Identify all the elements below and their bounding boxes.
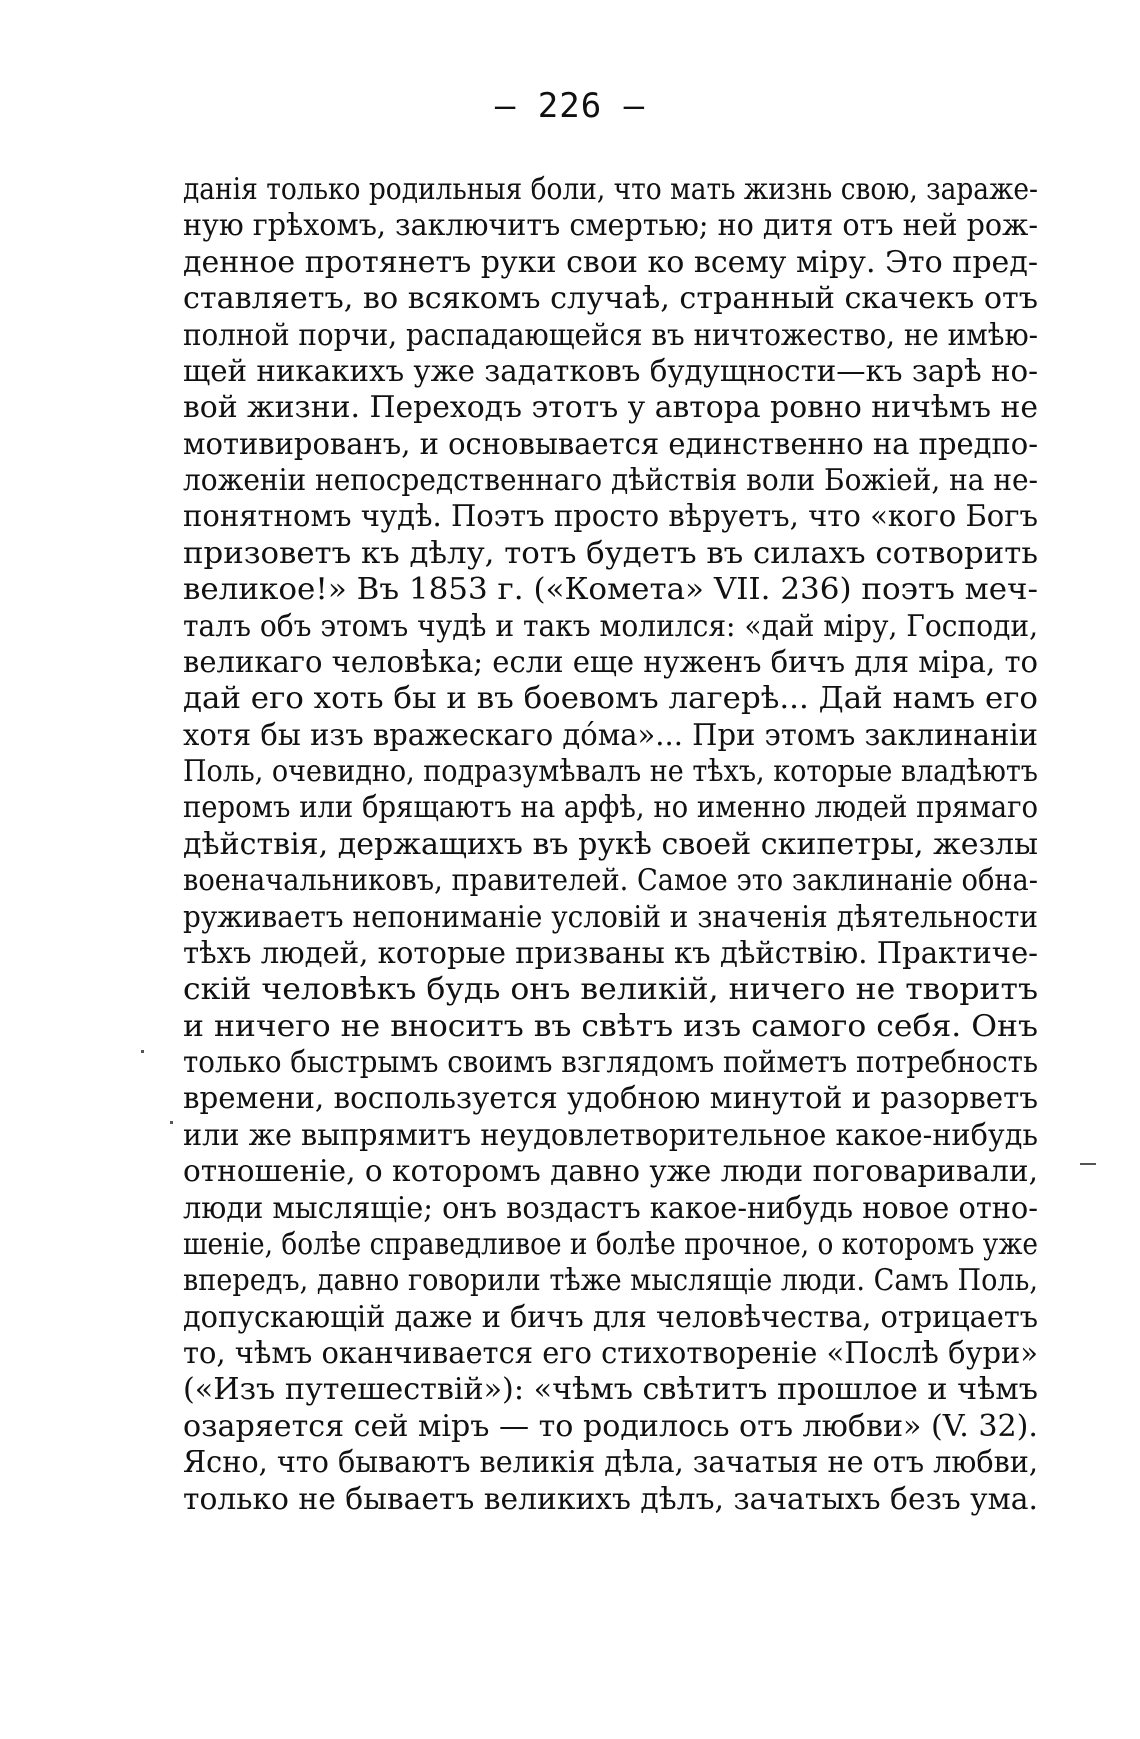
text-line: люди мыслящіе; онъ воздастъ какое-нибудь новое отно-: [183, 1190, 1038, 1226]
text-line: военачальниковъ, правителей. Самое это заклинаніе обна-: [183, 863, 1038, 899]
text-line: ставляетъ, во всякомъ случаѣ, странный скачекъ отъ: [183, 281, 1038, 317]
text-line: или же выпрямитъ неудовлетворительное какое-нибудь: [183, 1117, 1038, 1153]
text-line: Поль, очевидно, подразумѣвалъ не тѣхъ, которые владѣютъ: [183, 754, 1038, 789]
text-line: впередъ, давно говорили тѣже мыслящіе люди. Самъ Поль,: [183, 1263, 1038, 1299]
text-line: скій человѣкъ будь онъ великій, ничего не творитъ: [183, 972, 1038, 1008]
text-line: денное протянетъ руки свои ко всему міру. Это пред-: [183, 244, 1038, 280]
text-line: Ясно, что бываютъ великія дѣла, зачатыя не отъ любви,: [183, 1445, 1038, 1481]
text-line: ложеніи непосредственнаго дѣйствія воли Божіей, на не-: [183, 463, 1038, 498]
text-line: отношеніе, о которомъ давно уже люди поговаривали,: [183, 1154, 1038, 1190]
text-line: великое!» Въ 1853 г. («Комета» VII. 236) поэтъ меч-: [183, 572, 1038, 608]
text-line: допускающій даже и бичъ для человѣчества, отрицаетъ: [183, 1299, 1038, 1335]
text-line: и ничего не вноситъ въ свѣтъ изъ самого себя. Онъ: [183, 1008, 1038, 1044]
text-line: перомъ или брящаютъ на арфѣ, но именно людей прямаго: [183, 790, 1038, 826]
page-number: — 226 —: [494, 86, 646, 126]
text-line: понятномъ чудѣ. Поэтъ просто вѣруетъ, что «кого Богъ: [183, 499, 1038, 535]
scan-speck: [1080, 1163, 1096, 1165]
text-line: озаряется сей міръ — то родилось отъ любви» (V. 32).: [183, 1408, 1038, 1444]
scan-speck: [170, 1121, 173, 1124]
text-line: призоветъ къ дѣлу, тотъ будетъ въ силахъ сотворить: [183, 535, 1038, 571]
text-line: данія только родильныя боли, что мать жизнь свою, зараже-: [183, 172, 1038, 207]
text-line: тѣхъ людей, которые призваны къ дѣйствію. Практиче-: [183, 935, 1038, 971]
scan-speck: [141, 1050, 144, 1053]
text-line: полной порчи, распадающейся въ ничтожество, не имѣю-: [183, 317, 1038, 353]
text-line: [183, 1518, 1038, 1554]
text-line: хотя бы изъ вражескаго дóма»... При этомъ заклинаніи: [183, 717, 1038, 753]
text-line: времени, воспользуется удобною минутой и разорветъ: [183, 1081, 1038, 1117]
text-line: ную грѣхомъ, заключитъ смертью; но дитя отъ ней рож-: [183, 208, 1038, 244]
text-line: мотивированъ, и основывается единственно на предпо-: [183, 426, 1038, 462]
text-line: талъ объ этомъ чудѣ и такъ молился: «дай міру, Господи,: [183, 608, 1038, 644]
text-line: то, чѣмъ оканчивается его стихотвореніе «Послѣ бури»: [183, 1336, 1038, 1371]
text-line: дай его хоть бы и въ боевомъ лагерѣ... Дай намъ его: [183, 681, 1038, 717]
text-line: дѣйствія, держащихъ въ рукѣ своей скипетры, жезлы: [183, 826, 1038, 862]
body-text: [183, 172, 1038, 1554]
text-line: вой жизни. Переходъ этотъ у автора ровно ничѣмъ не: [183, 390, 1038, 426]
text-line: («Изъ путешествій»): «чѣмъ свѣтитъ прошлое и чѣмъ: [183, 1372, 1038, 1408]
text-line: только не бываетъ великихъ дѣлъ, зачатыхъ безъ ума.: [183, 1481, 1038, 1517]
text-line: руживаетъ непониманіе условій и значенія дѣятельности: [183, 899, 1038, 935]
text-line: великаго человѣка; если еще нуженъ бичъ для міра, то: [183, 644, 1038, 680]
text-line: шеніе, болѣе справедливое и болѣе прочное, о которомъ уже: [183, 1226, 1038, 1262]
text-line: только быстрымъ своимъ взглядомъ пойметъ потребность: [183, 1045, 1038, 1080]
text-line: щей никакихъ уже задатковъ будущности—къ зарѣ но-: [183, 353, 1038, 389]
